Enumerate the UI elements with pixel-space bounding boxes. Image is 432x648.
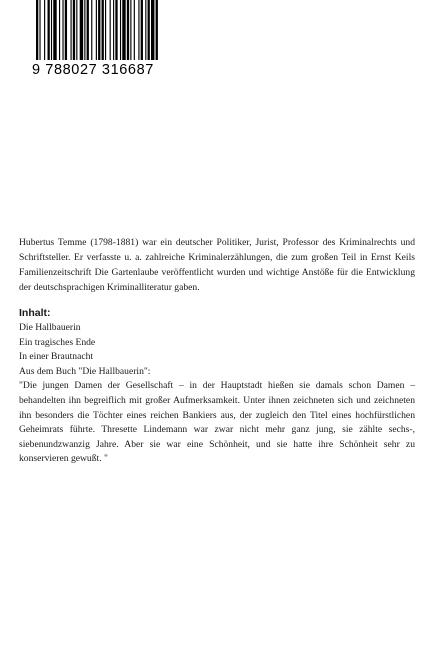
barcode-bar — [110, 0, 111, 60]
barcode-bar — [102, 0, 104, 60]
barcode-bar — [51, 0, 52, 60]
barcode-bars — [32, 0, 194, 60]
barcode-bar — [96, 0, 97, 60]
barcode-bar — [65, 0, 67, 60]
barcode-bar — [87, 0, 89, 60]
isbn-number: 9 788027 316687 — [32, 62, 154, 78]
barcode-bar — [145, 0, 146, 60]
barcode-bar — [148, 0, 150, 60]
barcode-bar — [98, 0, 100, 60]
barcode-bar — [138, 0, 139, 60]
excerpt-text: "Die jungen Damen der Gesellschaft – in der Hauptstadt hießen sie damals schon Damen – behandelten ihn begreiflich mit großer Aufmerksamkeit. Unter ihnen zeichneten sich und zeichneten ihn besonders die Töchter eines reichen Bankiers aus, der zugleich den Titel eines hochfürstlichen Geheimrats führte. Thresette Lindemann war zwar nicht mehr ganz jung, sie zählte sechs-, siebenundzwanzig Jahre. Aber sie war eine Schönheit, und sie hatte ihre Schönheit sehr zu konservieren gewußt. " — [19, 380, 415, 465]
barcode-bar — [105, 0, 106, 60]
barcode-bar — [113, 0, 114, 60]
barcode-bar — [76, 0, 77, 60]
barcode-bar — [48, 0, 50, 60]
barcode-bar — [36, 0, 38, 60]
contents-list — [19, 321, 415, 365]
contents-item: Ein tragisches Ende — [19, 336, 96, 348]
barcode-bar — [91, 0, 92, 60]
barcode-bar — [127, 0, 129, 60]
barcode-bar — [71, 0, 72, 60]
barcode-bar — [130, 0, 131, 60]
contents-item: In einer Brautnacht — [19, 351, 94, 363]
barcode-bar — [73, 0, 75, 60]
barcode-bar — [44, 0, 45, 60]
barcode-bar — [141, 0, 143, 60]
barcode-bar — [84, 0, 85, 60]
barcode-bar — [115, 0, 117, 60]
barcode-bar — [80, 0, 83, 60]
excerpt-label: Aus dem Buch "Die Hallbauerin": — [19, 365, 151, 377]
barcode-bar — [134, 0, 135, 60]
barcode-bar — [59, 0, 60, 60]
barcode-bar — [39, 0, 40, 60]
barcode-bar — [62, 0, 63, 60]
contents-heading: Inhalt: — [19, 307, 51, 319]
author-intro: Hubertus Temme (1798-1881) war ein deutscher Politiker, Jurist, Professor des Kriminalrechts und Schriftsteller. Er verfasste u. a. zahlreiche Kriminalerzählungen, die zum großen Teil in Ernst Keils Familienzeitschrift Die Gartenlaube veröffentlicht wurden und wichtige Anstöße für die Entwicklung der deutschsprachigen Kriminalliteratur gaben. — [19, 237, 415, 293]
barcode-bar — [53, 0, 56, 60]
back-cover-text — [19, 235, 415, 467]
contents-item: Die Hallbauerin — [19, 322, 81, 333]
isbn-barcode — [32, 0, 194, 98]
barcode-bar — [122, 0, 125, 60]
barcode-bar — [156, 0, 158, 60]
barcode-bar — [151, 0, 154, 60]
barcode-bar — [120, 0, 121, 60]
